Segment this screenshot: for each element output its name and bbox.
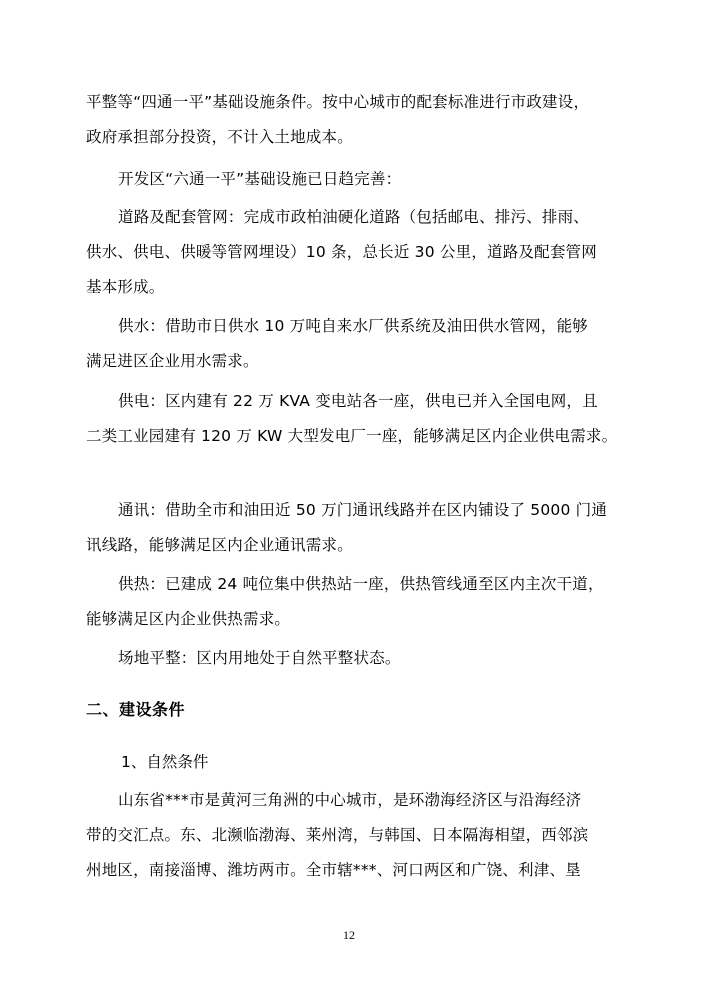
page-number: 12 xyxy=(343,928,355,942)
section-line-2: 带的交汇点。东、北濒临渤海、莱州湾，与韩国、日本隔海相望，西邻滨 xyxy=(86,826,589,844)
section-heading: 二、建设条件 xyxy=(86,700,186,719)
body-line-9: 供电：区内建有 22 万 KVA 变电站各一座，供电已并入全国电网，且 xyxy=(118,392,598,410)
body-line-6: 基本形成。 xyxy=(86,278,165,296)
body-line-12: 讯线路，能够满足区内企业通讯需求。 xyxy=(86,536,353,554)
body-line-14: 能够满足区内企业供热需求。 xyxy=(86,610,291,628)
body-line-1: 平整等“四通一平”基础设施条件。按中心城市的配套标准进行市政建设， xyxy=(86,93,590,111)
body-line-11: 通讯：借助全市和油田近 50 万门通讯线路并在区内铺设了 5000 门通 xyxy=(118,501,608,519)
body-line-10: 二类工业园建有 120 万 KW 大型发电厂一座，能够满足区内企业供电需求。 xyxy=(86,427,618,445)
body-line-3: 开发区“六通一平”基础设施已日趋完善： xyxy=(118,170,402,188)
section-line-1: 山东省***市是黄河三角洲的中心城市，是环渤海经济区与沿海经济 xyxy=(118,791,582,809)
body-line-8: 满足进区企业用水需求。 xyxy=(86,352,259,370)
body-line-4: 道路及配套管网：完成市政柏油硬化道路（包括邮电、排污、排雨、 xyxy=(118,208,590,226)
subsection-heading: 1、自然条件 xyxy=(121,753,209,771)
body-line-5: 供水、供电、供暖等管网埋设）10 条，总长近 30 公里，道路及配套管网 xyxy=(86,243,597,261)
section-line-3: 州地区，南接淄博、潍坊两市。全市辖***、河口两区和广饶、利津、垦 xyxy=(86,861,581,879)
body-line-7: 供水：借助市日供水 10 万吨自来水厂供系统及油田供水管网，能够 xyxy=(118,317,588,335)
body-line-13: 供热：已建成 24 吨位集中供热站一座，供热管线通至区内主次干道， xyxy=(118,575,604,593)
body-line-15: 场地平整：区内用地处于自然平整状态。 xyxy=(118,649,401,667)
body-line-2: 政府承担部分投资，不计入土地成本。 xyxy=(86,128,353,146)
